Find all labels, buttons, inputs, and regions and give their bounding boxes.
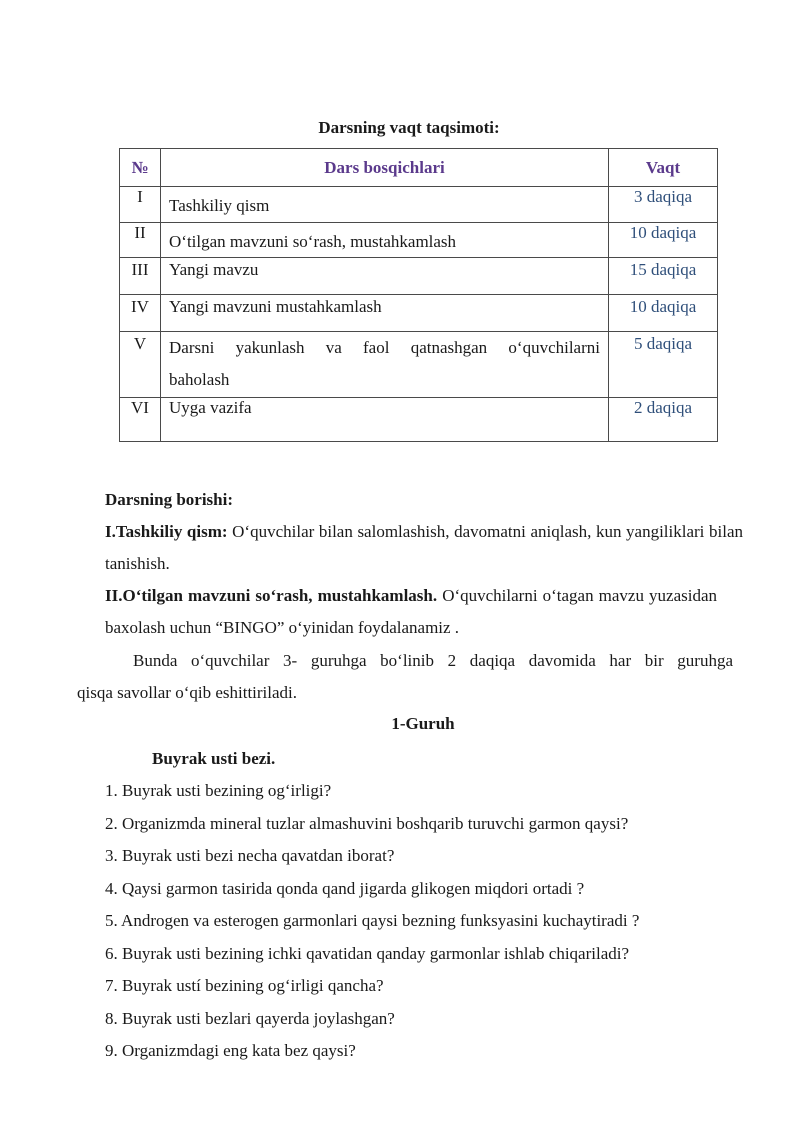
section-label: I.Tashkiliy qism: [105,522,228,541]
row-time: 10 daqiqa [609,223,718,258]
row-stage: Tashkiliy qism [161,187,609,223]
row-stage-line: baholash [169,370,230,389]
row-time: 15 daqiqa [609,258,718,295]
row-stage: Yangi mavzuni mustahkamlash [161,295,609,332]
row-stage-line: Darsni yakunlash va faol qatnashgan o‘quvchilarni [169,338,600,357]
section-label: II.O‘tilgan mavzuni so‘rash, mustahkamlash. [105,586,438,605]
section-review [105,580,717,644]
row-number: IV [120,295,161,332]
row-time: 3 daqiqa [609,187,718,223]
group-heading: 1-Guruh [391,714,455,733]
question-list [105,775,765,1068]
question-item: 9. Organizmdagi eng kata bez qaysi? [105,1041,356,1060]
row-number: VI [120,398,161,442]
lesson-time-table [119,148,718,442]
question-item: 6. Buyrak usti bezining ichki qavatidan qanday garmonlar ishlab chiqariladi? [105,943,630,963]
question-item: 3. Buyrak usti bezi necha qavatdan iborat? [105,846,395,865]
row-stage: Uyga vazifa [161,398,609,442]
question-item: 1. Buyrak usti bezining og‘irligi? [105,781,332,800]
section-text: O‘quvchilar bilan salomlashish, davomatni aniqlash, kun yangiliklari bilan tanishish. [105,522,743,573]
row-number: I [120,187,161,223]
question-item: 7. Buyrak ustí bezining og‘irligi qancha? [105,976,384,995]
row-stage: Yangi mavzu [161,258,609,295]
intro-line: Bunda o‘quvchilar 3- guruhga bo‘linib 2 daqiqa davomida har bir guruhga [133,651,733,670]
row-time: 5 daqiqa [609,332,718,398]
row-time: 10 daqiqa [609,295,718,332]
table-row [120,295,718,332]
section-text: O‘quvchilarni o‘tagan mavzu yuzasidan baxolash uchun “BINGO” o‘yinidan foydalanamiz . [105,586,718,637]
row-number: V [120,332,161,398]
table-row [120,187,718,223]
topic-heading: Buyrak usti bezi. [152,749,276,768]
row-time: 2 daqiqa [609,398,718,442]
row-number: II [120,223,161,258]
header-number: № [120,149,161,187]
table-row [120,258,718,295]
row-stage [161,332,609,398]
question-item: 5. Androgen va esterogen garmonlari qaysi bezning funksyasini kuchaytiradi ? [105,911,640,930]
row-stage: O‘tilgan mavzuni so‘rash, mustahkamlash [161,223,609,258]
table-header-row [120,149,718,187]
row-number: III [120,258,161,295]
question-item: 4. Qaysi garmon tasirida qonda qand jigarda glikogen miqdori ortadi ? [105,878,585,898]
intro-line: qisqa savollar o‘qib eshittiriladi. [77,683,298,702]
header-time: Vaqt [609,149,718,187]
progress-heading: Darsning borishi: [105,490,233,509]
header-stages: Dars bosqichlari [161,149,609,187]
section-organizational [105,516,743,580]
question-item: 8. Buyrak usti bezlari qayerda joylashgan? [105,1008,395,1028]
page-title: Darsning vaqt taqsimoti: [318,118,500,137]
table-row [120,223,718,258]
table-row [120,332,718,398]
table-row [120,398,718,442]
question-item: 2. Organizmda mineral tuzlar almashuvini boshqarib turuvchi garmon qaysi? [105,813,629,833]
